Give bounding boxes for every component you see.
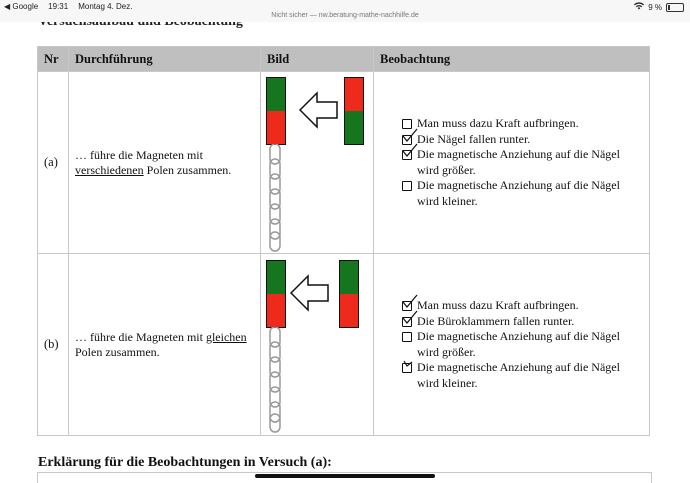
procedure-text: … führe die Magneten mit gleichen Polen zusammen. bbox=[75, 329, 247, 359]
magnet-picture-b bbox=[261, 254, 373, 435]
magnet-left bbox=[266, 260, 286, 328]
header-durchfuehrung: Durchführung bbox=[69, 47, 261, 72]
observation-option[interactable]: Die Büroklammern fallen runter. bbox=[402, 314, 643, 330]
wifi-icon bbox=[634, 2, 644, 12]
observation-option[interactable]: Man muss dazu Kraft aufbringen. bbox=[402, 298, 643, 314]
section-title: Erklärung für die Beobachtungen in Versuch (a): bbox=[38, 455, 332, 470]
table-row-a bbox=[38, 72, 650, 254]
status-time: 19:31 bbox=[48, 2, 69, 11]
status-date: Montag 4. Dez. bbox=[78, 2, 133, 11]
header-beobachtung: Beobachtung bbox=[374, 47, 650, 72]
home-indicator[interactable] bbox=[255, 474, 435, 478]
battery-icon bbox=[666, 3, 684, 12]
handwritten-check-icon bbox=[401, 310, 419, 326]
row-number: (b) bbox=[44, 337, 59, 351]
magnet-picture-a bbox=[261, 72, 373, 253]
arrow-left-icon bbox=[299, 91, 339, 129]
back-to-google-link[interactable]: ◀ Google bbox=[4, 2, 39, 11]
magnet-right bbox=[339, 260, 359, 328]
observation-option[interactable]: Die Nägel fallen runter. bbox=[402, 132, 643, 148]
experiment-table bbox=[37, 46, 650, 436]
handwritten-check-icon bbox=[401, 356, 419, 372]
handwritten-check-icon bbox=[401, 143, 419, 159]
observation-option[interactable]: Die magnetische Anziehung auf die Nägel wird kleiner. bbox=[402, 360, 643, 391]
magnet-left bbox=[266, 77, 286, 145]
address-bar[interactable]: Nicht sicher — nw.beratung-mathe-nachhilfe.de bbox=[271, 12, 419, 19]
status-bar bbox=[0, 0, 690, 22]
observation-option[interactable]: Man muss dazu Kraft aufbringen. bbox=[402, 116, 643, 132]
handwritten-check-icon bbox=[401, 128, 419, 144]
checkbox-empty[interactable] bbox=[402, 181, 412, 191]
observation-option[interactable]: Die magnetische Anziehung auf die Nägel wird größer. bbox=[402, 329, 643, 360]
observation-option[interactable]: Die magnetische Anziehung auf die Nägel wird kleiner. bbox=[402, 178, 643, 209]
checkbox-empty[interactable] bbox=[402, 332, 412, 342]
observation-list bbox=[380, 298, 643, 391]
procedure-text: … führe die Magneten mit verschiedenen Polen zusammen. bbox=[75, 147, 232, 177]
row-number: (a) bbox=[44, 155, 58, 169]
observation-option[interactable]: Die magnetische Anziehung auf die Nägel wird größer. bbox=[402, 147, 643, 178]
handwritten-check-icon bbox=[401, 294, 419, 310]
magnet-right bbox=[344, 77, 364, 145]
observation-list bbox=[380, 116, 643, 209]
battery-percent: 9 % bbox=[648, 2, 662, 12]
arrow-left-icon bbox=[290, 274, 330, 312]
paperclip-chain-icon bbox=[269, 327, 281, 433]
table-header-row bbox=[38, 47, 650, 72]
header-nr: Nr bbox=[38, 47, 69, 72]
table-row-b bbox=[38, 254, 650, 436]
header-bild: Bild bbox=[261, 47, 374, 72]
paperclip-chain-icon bbox=[269, 144, 281, 252]
